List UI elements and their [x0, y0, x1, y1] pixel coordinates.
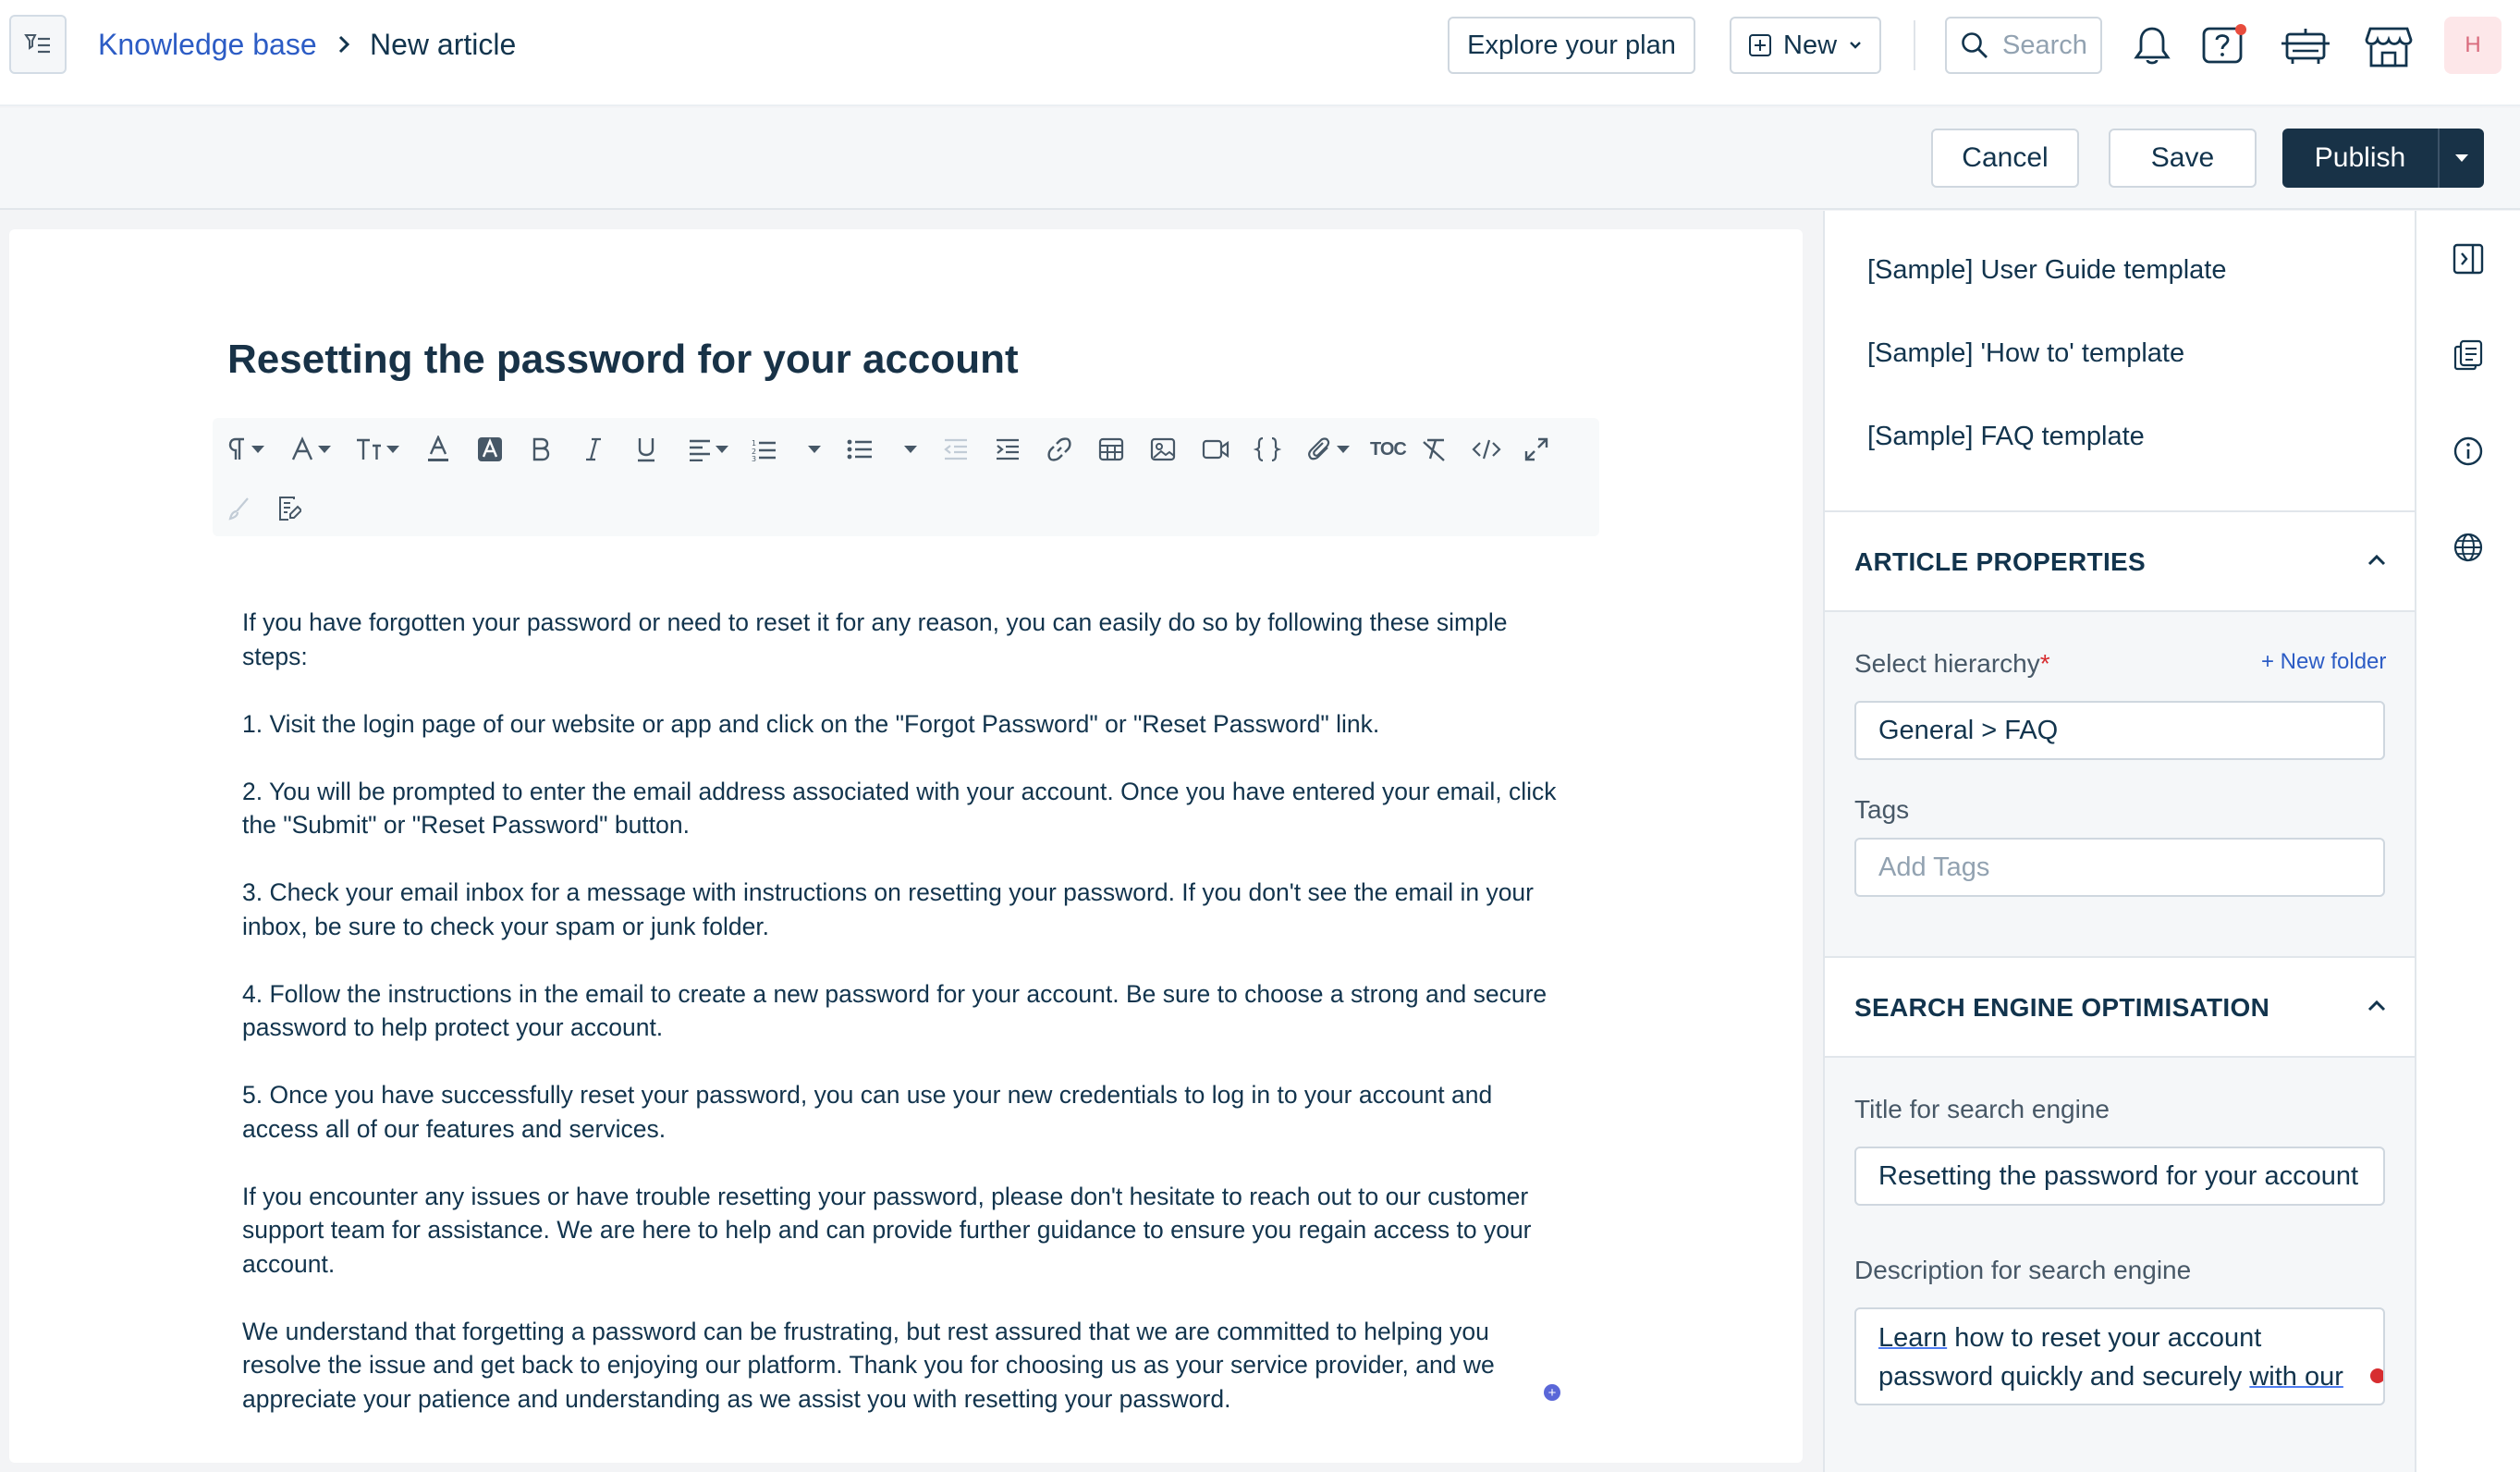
- templates-icon[interactable]: [2448, 335, 2489, 375]
- body-paragraph: 2. You will be prompted to enter the email address associated with your account. Once you have entered your email, click the "Submit" or "Reset Password" button.: [242, 777, 1563, 839]
- template-item-how-to[interactable]: [Sample] 'How to' template: [1867, 338, 2185, 368]
- article-properties-title: ARTICLE PROPERTIES: [1854, 547, 2146, 576]
- font-family-icon[interactable]: [290, 431, 331, 468]
- code-block-icon[interactable]: [1254, 431, 1281, 468]
- clear-format-icon[interactable]: [1420, 431, 1448, 468]
- seo-description-input[interactable]: [1854, 1307, 2385, 1405]
- spellcheck-word: Learn: [1878, 1323, 1948, 1353]
- right-rail: [2415, 211, 2520, 1472]
- right-panel: [1823, 211, 2415, 1472]
- marketplace-icon[interactable]: [2361, 18, 2416, 74]
- toc-button[interactable]: TOC: [1370, 438, 1406, 460]
- indent-icon[interactable]: [995, 431, 1021, 468]
- body-spacer: [242, 673, 1573, 707]
- top-header: [0, 0, 2520, 106]
- chevron-up-icon: [2367, 553, 2387, 568]
- body-spacer: [242, 1146, 1573, 1180]
- bold-icon[interactable]: [531, 431, 551, 468]
- link-icon[interactable]: [1046, 431, 1072, 468]
- seo-description-line1: [1878, 1319, 2361, 1357]
- explore-plan-button[interactable]: Explore your plan: [1448, 17, 1695, 74]
- seo-title: SEARCH ENGINE OPTIMISATION: [1854, 993, 2270, 1022]
- format-painter-icon: [227, 490, 251, 527]
- menu-toggle-button[interactable]: [9, 15, 67, 74]
- action-bar: [0, 108, 2520, 210]
- body-spacer: [242, 842, 1573, 877]
- new-button[interactable]: [1730, 17, 1881, 74]
- menu-icon: [24, 31, 52, 57]
- italic-icon[interactable]: [584, 431, 603, 468]
- canned-response-icon[interactable]: [277, 490, 301, 527]
- video-icon[interactable]: [1202, 431, 1229, 468]
- paragraph-format-icon[interactable]: [227, 431, 264, 468]
- ordered-list-options-icon[interactable]: [804, 431, 821, 468]
- html-source-icon[interactable]: [1472, 431, 1501, 468]
- chevron-right-icon: [335, 33, 353, 55]
- table-icon[interactable]: [1098, 431, 1124, 468]
- search-input[interactable]: [1945, 17, 2102, 74]
- outdent-icon: [943, 431, 969, 468]
- editor-toolbar: [213, 418, 1599, 536]
- template-item-user-guide[interactable]: [Sample] User Guide template: [1867, 255, 2227, 285]
- body-spacer: [242, 943, 1573, 977]
- hierarchy-label: [1854, 649, 2050, 679]
- article-properties-header[interactable]: [1825, 510, 2415, 612]
- required-marker: *: [2039, 649, 2050, 678]
- seo-description-text: password quickly and securely: [1878, 1362, 2250, 1392]
- background-color-icon[interactable]: [477, 431, 503, 468]
- svg-text:1: 1: [752, 439, 757, 448]
- seo-title-input[interactable]: Resetting the password for your account: [1854, 1147, 2385, 1206]
- bell-icon[interactable]: [2124, 18, 2180, 74]
- ordered-list-icon[interactable]: [751, 431, 777, 468]
- body-spacer: [242, 741, 1573, 775]
- seo-title-label: Title for search engine: [1854, 1095, 2110, 1123]
- body-paragraph: If you have forgotten your password or need to reset it for any reason, you can easily do so by following these simple steps:: [242, 608, 1514, 670]
- chevron-up-icon: [2367, 999, 2387, 1013]
- caret-down-icon: [2453, 153, 2470, 164]
- help-icon[interactable]: [2196, 18, 2252, 74]
- collapse-panel-icon[interactable]: [2448, 239, 2489, 279]
- header-divider: [1914, 20, 1915, 70]
- attachment-icon[interactable]: [1307, 431, 1350, 468]
- fullscreen-icon[interactable]: [1523, 431, 1549, 468]
- publish-label: Publish: [2314, 142, 2406, 173]
- plus-square-icon: [1748, 33, 1772, 57]
- svg-text:2: 2: [752, 448, 757, 456]
- search-placeholder: Search: [2002, 30, 2087, 60]
- body-paragraph: 3. Check your email inbox for a message with instructions on resetting your password. If you don't see the email in your inbox, be sure to check your spam or junk folder.: [242, 878, 1541, 940]
- avatar[interactable]: H: [2444, 17, 2502, 74]
- info-icon[interactable]: [2448, 431, 2489, 472]
- grammar-alert-icon[interactable]: [2370, 1368, 2385, 1383]
- hierarchy-label-text: Select hierarchy: [1854, 649, 2040, 678]
- globe-icon[interactable]: [2448, 527, 2489, 568]
- announcements-icon[interactable]: [2278, 18, 2333, 74]
- chevron-down-icon: [1848, 40, 1863, 51]
- body-paragraph: 5. Once you have successfully reset your password, you can use your new credentials to log in to your account and access all of our features and services.: [242, 1081, 1499, 1143]
- body-paragraph: If you encounter any issues or have trouble resetting your password, please don't hesitate to reach out to our customer support team for assistance. We are here to help and can provide further guidance to ensure you regain access to your account.: [242, 1182, 1538, 1278]
- publish-button[interactable]: [2282, 129, 2438, 188]
- hierarchy-select[interactable]: General > FAQ: [1854, 701, 2385, 760]
- unordered-list-icon[interactable]: [847, 431, 873, 468]
- unordered-list-options-icon[interactable]: [900, 431, 917, 468]
- align-icon[interactable]: [688, 431, 728, 468]
- template-list: [1825, 211, 2415, 510]
- body-paragraph: 1. Visit the login page of our website or app and click on the "Forgot Password" or "Reset Password" link.: [242, 709, 1380, 738]
- new-folder-link[interactable]: + New folder: [2261, 649, 2387, 674]
- new-button-label: New: [1783, 30, 1838, 60]
- search-icon: [1960, 31, 1989, 60]
- seo-description-line2: [1878, 1357, 2361, 1396]
- seo-header[interactable]: [1825, 956, 2415, 1058]
- cancel-button[interactable]: Cancel: [1931, 129, 2079, 188]
- body-spacer: [242, 1281, 1573, 1315]
- tags-input[interactable]: Add Tags: [1854, 838, 2385, 897]
- body-spacer: [242, 1045, 1573, 1079]
- body-paragraph: We understand that forgetting a password can be frustrating, but rest assured that we are committed to helping you resolve the issue and get back to enjoying our platform. Thank you for choosing us as your service provider, and we appreciate your patience and understanding as we assist you with resetting your password.: [242, 1317, 1502, 1413]
- save-button[interactable]: Save: [2109, 129, 2257, 188]
- text-color-icon[interactable]: [427, 431, 449, 468]
- breadcrumb-knowledge-base[interactable]: Knowledge base: [98, 28, 317, 61]
- body-paragraph: 4. Follow the instructions in the email to create a new password for your account. Be sure to choose a strong and secure password to help protect your account.: [242, 979, 1554, 1041]
- publish-options-button[interactable]: [2438, 129, 2484, 188]
- article-title[interactable]: Resetting the password for your account: [227, 337, 1019, 382]
- add-block-icon[interactable]: +: [1544, 1384, 1560, 1401]
- underline-icon[interactable]: [636, 431, 656, 468]
- spellcheck-word: with our: [2249, 1362, 2343, 1392]
- article-body[interactable]: [242, 606, 1573, 1416]
- template-item-faq[interactable]: [Sample] FAQ template: [1867, 422, 2145, 451]
- seo-description-label: Description for search engine: [1854, 1256, 2192, 1284]
- seo-description-text: how to reset your account: [1947, 1323, 2262, 1353]
- font-size-icon[interactable]: [355, 431, 399, 468]
- image-icon[interactable]: [1150, 431, 1176, 468]
- svg-text:3: 3: [752, 455, 757, 461]
- breadcrumb-current: New article: [370, 28, 517, 61]
- tags-label: Tags: [1854, 795, 1910, 824]
